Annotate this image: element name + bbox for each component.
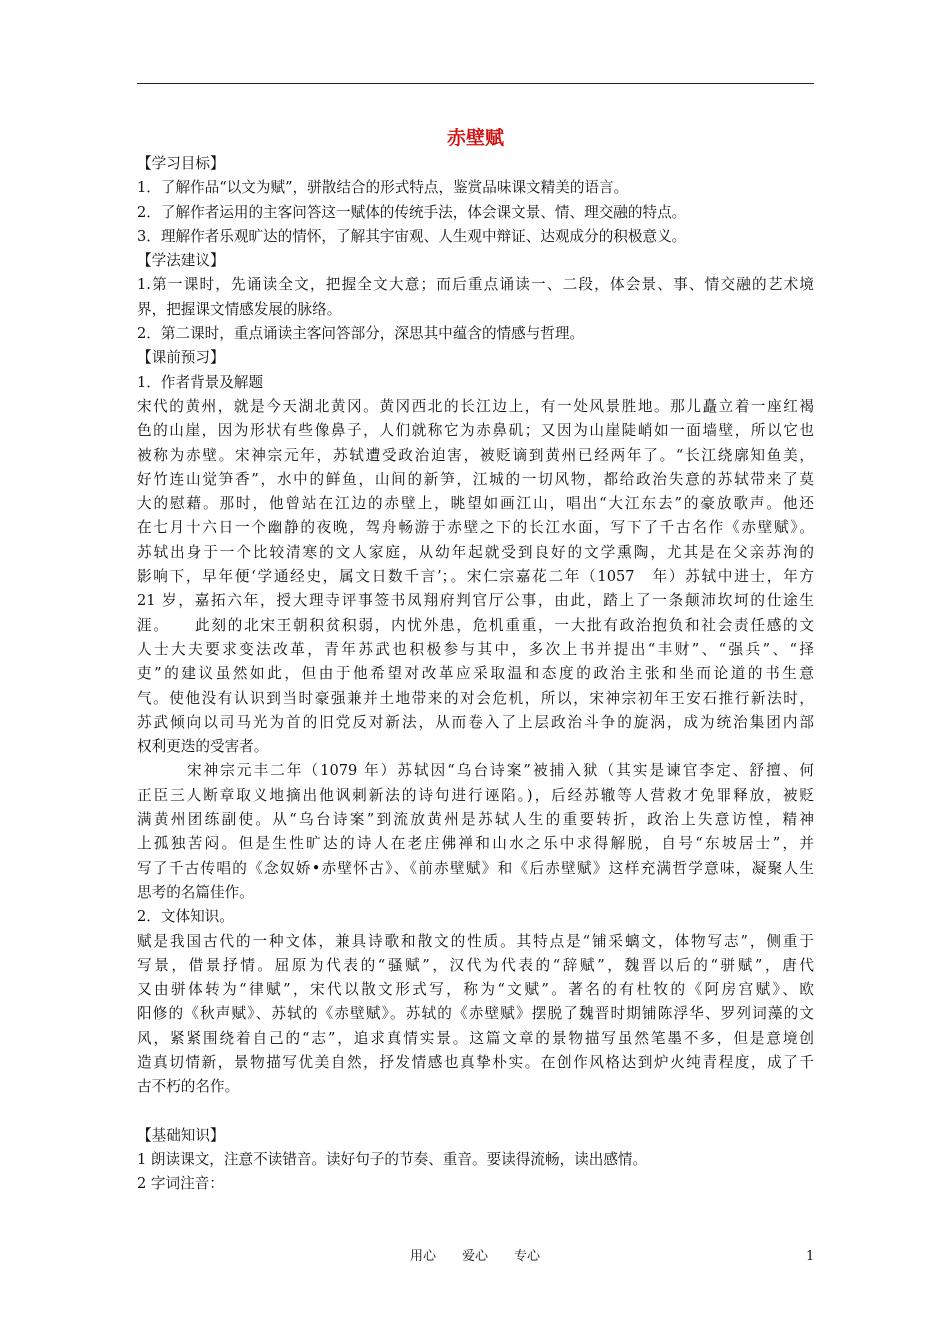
text-line: 被称为赤壁。宋神宗元年，苏轼遭受政治迫害，被贬谪到黄州已经两年了。“长江绕廓知鱼美， [137,446,814,464]
text-line: 造真切情新，景物描写优美自然，抒发情感也真挚朴实。在创作风格达到炉火纯青程度，成了千 [137,1053,814,1071]
text-lines [137,152,814,1197]
text-line: 阳修的《秋声赋》、苏轼的《赤壁赋》。苏轼的《赤壁赋》摆脱了魏晋时期铺陈浮华、罗列词藻的文 [137,1005,814,1023]
section-heading: 【学习目标】 [137,155,225,172]
text-line: 宋代的黄州，就是今天湖北黄冈。黄冈西北的长江边上，有一处风景胜地。那儿矗立着一座红褐 [137,397,814,415]
text-line: 2．第二课时，重点诵读主客问答部分，深思其中蕴含的情感与哲理。 [137,325,585,343]
text-line: 古不朽的名作。 [137,1078,240,1096]
header-rule [137,83,814,84]
footer-motto: 用心 爱心 专心 [409,1249,540,1264]
text-line: 苏轼出身于一个比较清寒的文人家庭，从幼年起就受到良好的文学熏陶，尤其是在父亲苏洵的 [137,543,814,561]
text-line: 赋是我国古代的一种文体，兼具诗歌和散文的性质。其特点是“铺采螭文，体物写志”，侧重于 [137,932,814,950]
text-line: 3．理解作者乐观旷达的情怀，了解其宇宙观、人生观中辩证、达观成分的积极意义。 [137,227,687,245]
text-line: 2 字词注音： [137,1175,224,1193]
blank-line [137,1100,814,1124]
text-line: 权利更迭的受害者。 [137,738,269,756]
text-line: 风，紧紧围绕着自己的“志”，追求真情实景。这篇文章的景物描写虽然笔墨不多，但是意境创 [137,1029,814,1047]
text-line: 1．作者背景及解题 [137,373,264,391]
text-line: 好竹连山觉笋香”，水中的鲜鱼，山间的新笋，江城的一切风物，都给政治失意的苏轼带来了莫 [137,470,814,488]
text-line: 色的山崖，因为形状有些像鼻子，人们就称它为赤鼻矶；又因为山崖陡峭如一面墙壁，所以它也 [137,422,814,440]
section-heading: 【学法建议】 [137,252,225,270]
text-line: 宋神宗元丰二年（1079 年）苏轼因“乌台诗案”被捕入狱（其实是谏官李定、舒擅、何 [137,762,814,780]
page-number: 1 [806,1249,815,1264]
text-line: 写了千古传唱的《念奴娇•赤壁怀古》、《前赤壁赋》和《后赤壁赋》这样充满哲学意味，凝聚人生 [137,859,814,877]
text-line: 21 岁，嘉拓六年，授大理寺评事签书凤翔府判官厅公事，由此，踏上了一条颠沛坎坷的仕途生 [137,592,814,610]
text-line: 满黄州团练副使。从“乌台诗案”到流放黄州是苏轼人生的重要转折，政治上失意访惶，精神 [137,811,814,829]
text-line: 又由骈体转为“律赋”，宋代以散文形式写，称为“文赋”。著名的有杜牧的《阿房宫赋》、欧 [137,981,814,999]
text-line: 苏武倾向以司马光为首的旧党反对新法，从而卷入了上层政治斗争的旋涡，成为统治集团内部 [137,713,814,731]
text-line: 涯。 此刻的北宋王朝积贫积弱，内忧外患，危机重重，一大批有政治抱负和社会责任感的文 [137,616,814,634]
text-line: 大的慰藉。那时，他曾站在江边的赤壁上，眺望如画江山，唱出“大江东去”的豪放歌声。他还 [137,495,814,513]
section-heading: 【课前预习】 [137,349,225,367]
text-line: 界，把握课文情感发展的脉络。 [137,300,342,318]
text-line: 1．了解作品“以文为赋”，骈散结合的形式特点，鉴赏品味课文精美的语言。 [137,179,629,197]
text-line: 气。使他没有认识到当时豪强兼并土地带来的对会危机，所以，宋神宗初年王安石推行新法时， [137,689,814,707]
text-line: 思考的名篇佳作。 [137,883,254,901]
text-line: 影响下，早年便‘学通经史，属文日数千言’；。宋仁宗嘉花二年（1057 年）苏轼中进士，年方 [137,568,814,586]
text-line: 2．文体知识。 [137,908,234,926]
text-line: 写景，借景抒情。屈原为代表的“骚赋”，汉代为代表的“辞赋”，魏晋以后的“骈赋”，唐代 [137,956,814,974]
document-body [137,124,814,1197]
text-line: 上孤独苦闷。但是生性旷达的诗人在老庄佛禅和山水之乐中求得解脱，自号“东坡居士”，并 [137,835,814,853]
text-line: 在七月十六日一个幽静的夜晚，驾舟畅游于赤壁之下的长江水面，写下了千古名作《赤壁赋》。 [137,519,814,537]
text-line: 1 朗读课文，注意不读错音。读好句子的节奏、重音。要读得流畅，读出感情。 [137,1151,648,1169]
text-line: 1.第一课时，先诵读全文，把握全文大意；而后重点诵读一、二段，体会景、事、情交融的艺术境 [137,276,814,294]
text-line: 2．了解作者运用的主客问答这一赋体的传统手法，体会课文景、情、理交融的特点。 [137,203,687,221]
text-line: 人士大夫要求变法改革，青年苏武也积极参与其中，多次上书并提出“丰财”、“强兵”、“择 [137,640,814,658]
section-heading: 【基础知识】 [137,1126,225,1144]
document-title: 赤壁赋 [446,127,504,149]
text-line: 吏”的建议虽然如此，但由于他希望对改革应采取温和态度的政治主张和坐而论道的书生意 [137,665,814,683]
text-line: 正臣三人断章取义地摘出他讽刺新法的诗句进行诬陷。)，后经苏辙等人营救才免罪释放，被贬 [137,786,814,804]
